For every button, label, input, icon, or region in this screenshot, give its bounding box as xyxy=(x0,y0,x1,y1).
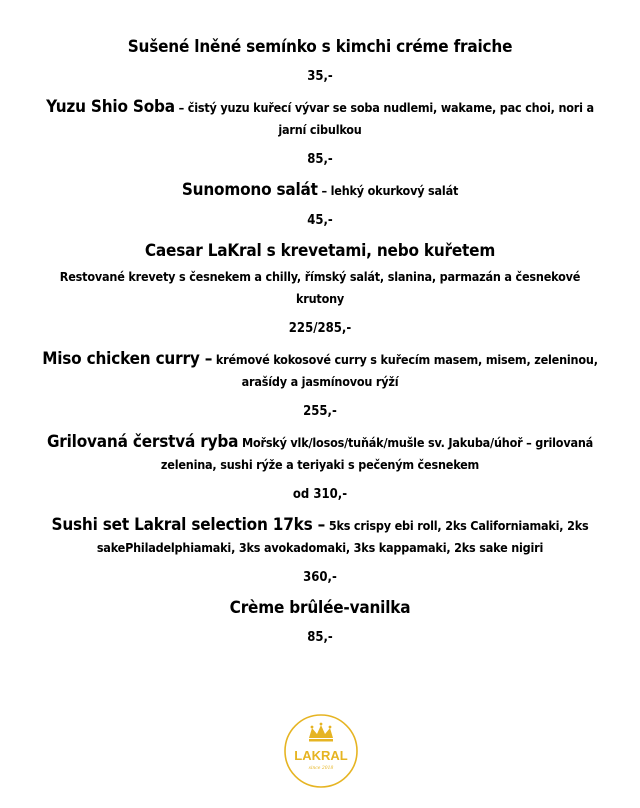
item-price: 85,- xyxy=(307,152,333,167)
item-title: Grilovaná čerstvá ryba xyxy=(46,432,239,452)
item-price: 225/285,- xyxy=(288,321,352,336)
item-description: – lehký okurkový salát xyxy=(317,183,459,198)
menu-item xyxy=(0,348,640,421)
item-title: Sunomono salát xyxy=(181,180,318,200)
crown-icon xyxy=(309,723,333,742)
menu-item xyxy=(0,36,640,86)
lakral-logo xyxy=(282,712,360,790)
item-description: krémové kokosové curry s kuřecím masem, misem, zeleninou, arašídy a jasmínovou rýží xyxy=(212,352,598,389)
item-price: 45,- xyxy=(307,213,333,228)
item-description: – čistý yuzu kuřecí vývar se soba nudlemi, wakame, pac choi, nori a jarní cibulkou xyxy=(174,100,594,137)
item-title: Sushi set Lakral selection 17ks – xyxy=(51,515,326,535)
menu-list xyxy=(0,36,640,657)
menu-item xyxy=(0,431,640,504)
item-title: Crème brûlée-vanilka xyxy=(229,598,411,618)
item-price: od 310,- xyxy=(292,487,348,502)
item-title: Caesar LaKral s krevetami, nebo kuřetem xyxy=(144,241,496,261)
item-price: 360,- xyxy=(303,570,337,585)
item-price: 35,- xyxy=(307,69,333,84)
menu-item xyxy=(0,514,640,587)
menu-item xyxy=(0,597,640,647)
item-price: 255,- xyxy=(303,404,337,419)
logo-tagline: since 2018 xyxy=(308,766,334,771)
item-description: Restované krevety s česnekem a chilly, římský salát, slanina, parmazán a česnekové krutony xyxy=(59,269,581,306)
logo-brand: LAKRAL xyxy=(294,748,348,763)
menu-item xyxy=(0,240,640,338)
item-title: Miso chicken curry – xyxy=(42,349,213,369)
item-title: Sušené lněné semínko s kimchi créme fraiche xyxy=(127,37,513,57)
item-title: Yuzu Shio Soba xyxy=(46,97,175,117)
menu-item xyxy=(0,179,640,230)
item-description: 5ks crispy ebi roll, 2ks Californiamaki, 2ks sakePhiladelphiamaki, 3ks avokadomaki, 3ks kappamaki, 2ks sake nigiri xyxy=(96,518,589,555)
item-description: Mořský vlk/losos/tuňák/mušle sv. Jakuba/úhoř – grilovaná zelenina, sushi rýže a teriyaki s pečeným česnekem xyxy=(160,435,594,472)
menu-item xyxy=(0,96,640,169)
item-price: 85,- xyxy=(307,630,333,645)
